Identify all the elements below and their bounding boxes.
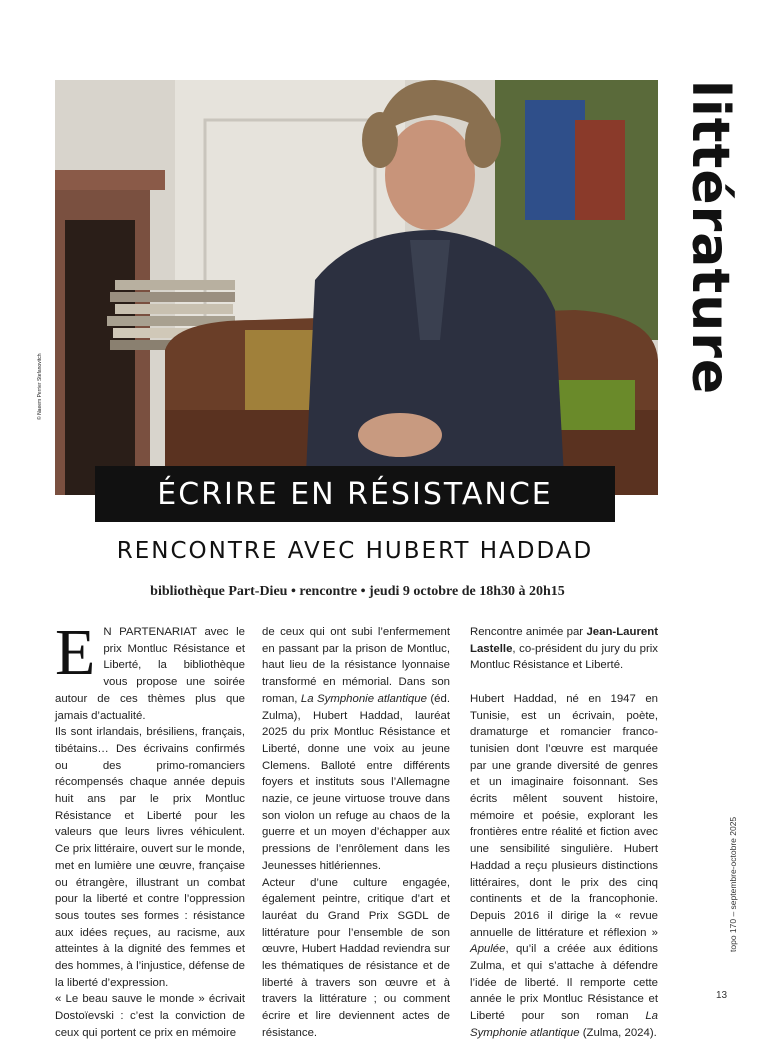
- text-run: de ceux qui ont subi l’enfermement en passant par la prison de Montluc, haut lieu de la résistance lyonnaise transformé en mémorial. Dans son roman,: [262, 626, 450, 705]
- text-run: Hubert Haddad, né en 1947 en Tunisie, est un écrivain, poète, dramaturge et romancier franco-tunisien dont l’œuvre est marquée par une grande diversité de genres et un imaginaire foisonnant. Ses écrits mêlent souvent histoire, mémoire et poésie, explorant les frontières entre réalité et fiction avec une sensibilité singulière. Hubert Haddad a reçu plusieurs distinctions littéraires, dont le prix des cinq continents et de la francophonie. Depuis 2016 il dirige la « revue annuelle de littérature et réflexion »: [470, 692, 658, 939]
- text-column-1: [55, 616, 245, 1042]
- text-column-2: [262, 624, 450, 1042]
- intro-paragraph: [55, 616, 245, 724]
- text-run: , qu’il a créée aux éditions Zulma, et qui s’attache à défendre l’idée de liberté. Il remporte cette année le prix Montluc Résistance et Liberté pour son roman: [470, 943, 658, 1023]
- paragraph: [470, 691, 658, 1042]
- author-portrait-photo: [55, 80, 658, 495]
- section-label: littérature: [680, 80, 740, 396]
- paragraph: « Le beau sauve le monde » écrivait Dostoïevski : c’est la conviction de ceux qui portent ce prix en mémoire: [55, 993, 245, 1039]
- journal-title: Apulée: [470, 943, 506, 956]
- paragraph-gap: [470, 674, 658, 691]
- page-number: 13: [716, 990, 728, 1001]
- text-run: (éd. Zulma), Hubert Haddad, lauréat 2025 du prix Montluc Résistance et Liberté, donne une voix au jeune Clemens. Balloté entre différents foyers et instituts sous l’Allemagne nazie, ce jeune virtuose trouve dans son violon un refuge au chaos de la guerre et un moyen d’échapper aux pressions de l’enrôlement dans les Jeunesses hitlériennes.: [262, 692, 450, 872]
- drop-cap: E: [55, 616, 96, 689]
- paragraph: Ils sont irlandais, brésiliens, français, tibétains… Des écrivains confirmés ou des primo-romanciers récompensés chaque année depuis huit ans par le prix Montluc Résistance et Liberté pour les valeurs que leurs livres véhiculent. Ce prix littéraire, ouvert sur le monde, met en lumière une œuvre, française ou étrangère, illustrant un combat pour la liberté et contre l’oppression sous toutes ses formes : résistance aux idées reçues, au racisme, aux atteintes à la dignité des femmes et des hommes, à l’injustice, défense de la liberté d’expression.: [55, 726, 245, 989]
- paragraph: Acteur d’une culture engagée, également peintre, critique d’art et lauréat du Grand Prix SGDL de littérature pour l’ensemble de son œuvre, Hubert Haddad reviendra sur les thématiques de résistance et de liberté à travers son œuvre et à travers la littérature ; ou comment écrire et lire deviennent actes de résistance.: [262, 876, 450, 1039]
- text-run: Rencontre animée par: [470, 626, 587, 638]
- book-title: La Symphonie atlantique: [300, 692, 427, 705]
- text-run: (Zulma, 2024).: [579, 1026, 657, 1039]
- issue-info: topo 170 – septembre-octobre 2025: [728, 816, 738, 952]
- paragraph: [262, 624, 450, 875]
- article-subtitle: RENCONTRE AVEC HUBERT HADDAD: [116, 538, 594, 564]
- title-banner: [95, 466, 615, 522]
- text-column-3: [470, 624, 658, 1042]
- photo-credit: © Naeem Perrier Stefanovitch: [37, 353, 43, 420]
- book-title: La Symphonie atlantique: [470, 1010, 658, 1039]
- paragraph: [470, 624, 658, 674]
- event-details: bibliothèque Part-Dieu • rencontre • jeudi 9 octobre de 18h30 à 20h15: [150, 584, 565, 599]
- moderator-name: Jean-Laurent Lastelle: [470, 626, 658, 655]
- text-run: , co-président du jury du prix Montluc Résistance et Liberté.: [470, 642, 658, 672]
- intro-text: N PARTENARIAT avec le prix Montluc Résistance et Liberté, la bibliothèque vous propose une soirée autour de ces thèmes plus que jamais d’actualité.: [55, 626, 245, 722]
- article-title: ÉCRIRE EN RÉSISTANCE: [157, 476, 553, 512]
